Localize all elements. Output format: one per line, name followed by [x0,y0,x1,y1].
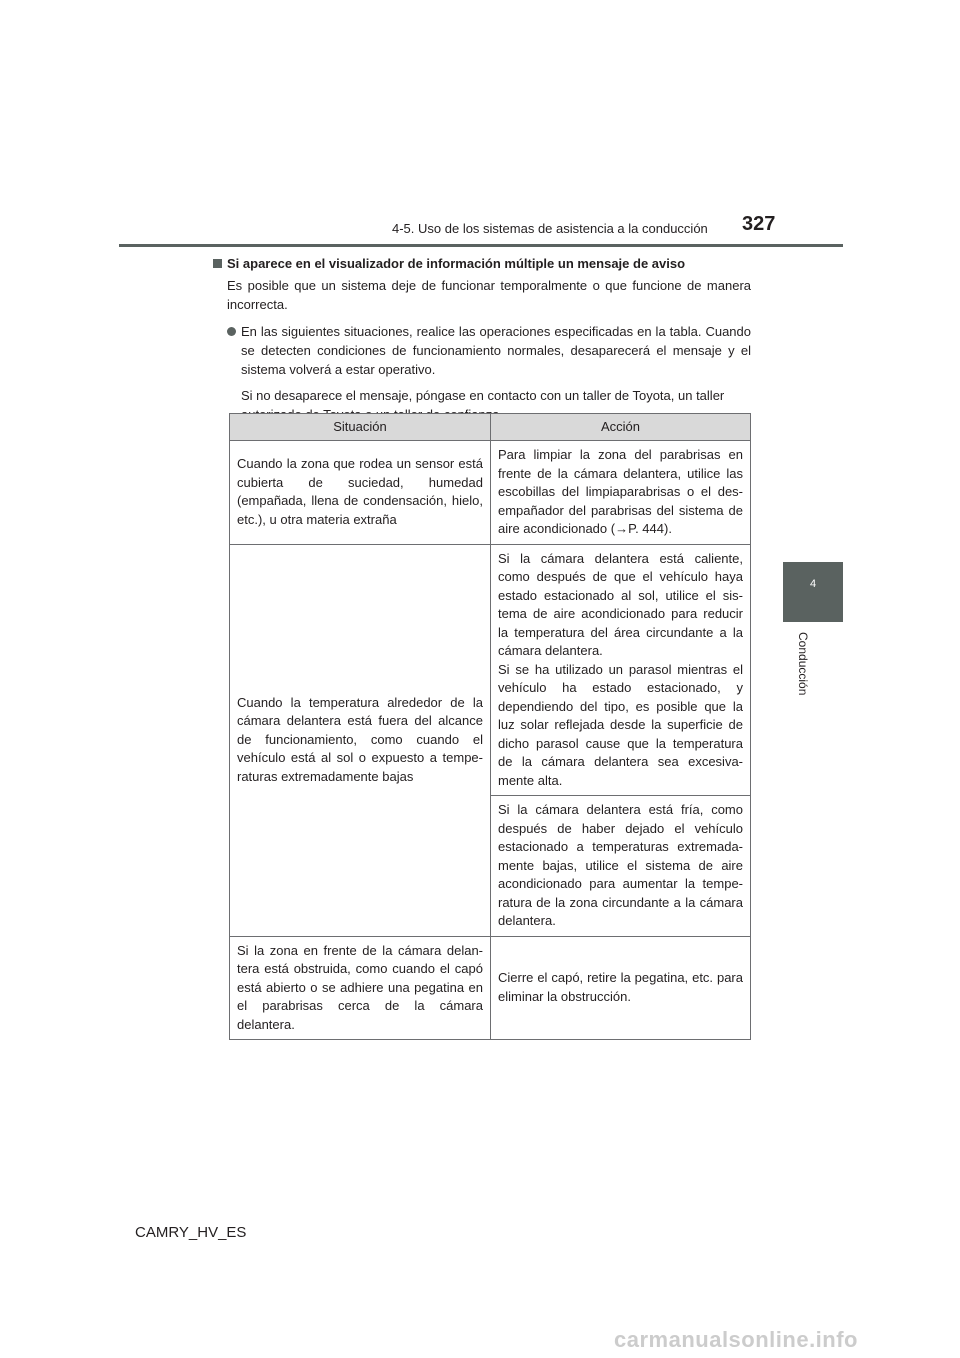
situation-cell: Cuando la zona que rodea un sensor está cubierta de suciedad, humedad (empañada, llena de condensación, hielo, etc.), u otra materia extraña [230,441,491,545]
column-header-action: Acción [491,414,751,441]
bullet-text: En las siguientes situaciones, realice las operaciones especificadas en la tabla. Cuando se detecten condiciones de funcionamiento normales, desaparecerá el mensaje y el sistema volverá a estar operativo. [241,324,751,377]
bullet-item [227,322,751,379]
situation-cell: Cuando la temperatura alrededor de la cámara delantera está fuera del alcance de funcionamiento, como cuando el vehículo está al sol o expuesto a tempe-raturas extremadamente bajas [230,544,491,936]
circle-bullet-icon [227,327,236,336]
main-content [211,254,751,424]
table-header-row [230,414,751,441]
intro-paragraph: Es posible que un sistema deje de funcionar temporalmente o que funcione de manera incorrecta. [227,278,751,312]
situation-cell: Si la zona en frente de la cámara delan-tera está obstruida, como cuando el capó está abierto o se adhiere una pegatina en el parabrisas cerca de la cámara delantera. [230,936,491,1040]
bullet-note: Si no desaparece el mensaje, póngase en contacto con un taller de Toyota, un taller [241,388,725,403]
action-cell: Para limpiar la zona del parabrisas en frente de la cámara delantera, utilice las escobillas del limpiaparabrisas o el des-empañador del parabrisas del sistema de aire acondicionado (→P. 444). [491,441,751,545]
column-header-situation: Situación [230,414,491,441]
action-cell: Si la cámara delantera está fría, como después de haber dejado el vehículo estacionado a temperaturas extremada-mente bajas, utilice el sistema de aire acondicionado para aumentar la tempe-ratura de la zona circundante a la cámara delantera. [491,796,751,937]
action-text: Si la cámara delantera está caliente, como después de que el vehículo haya estado estacionado al sol, utilice el sis-tema de aire acondicionado para reducir la temperatura del área circundante a la cámara delantera. [498,550,743,658]
action-cell: Cierre el capó, retire la pegatina, etc. para eliminar la obstrucción. [491,936,751,1040]
model-code: CAMRY_HV_ES [135,1224,247,1241]
action-text: Si se ha utilizado un parasol mientras el vehículo ha estado estacionado, y dependiendo del tipo, es posible que la luz solar reflejada desde la superficie de dicho parasol cause que la temperatura de la cámara delantera sea excesiva-mente alta. [498,661,743,788]
section-heading [211,254,751,273]
header-divider [119,244,843,247]
chapter-tab[interactable] [783,562,843,622]
page-number: 327 [742,213,776,235]
section-title: 4-5. Uso de los sistemas de asistencia a la conducción [392,221,708,236]
situation-action-table [229,413,751,1040]
table-row [230,936,751,1040]
watermark[interactable]: carmanualsonline.info [614,1327,858,1352]
action-cell [491,544,751,796]
square-bullet-icon [213,259,222,268]
table-row [230,544,751,796]
section-heading-text: Si aparece en el visualizador de información múltiple un mensaje de aviso [227,256,686,271]
table-row [230,441,751,545]
chapter-number: 4 [809,578,817,590]
chapter-label: Conducción [796,632,810,696]
